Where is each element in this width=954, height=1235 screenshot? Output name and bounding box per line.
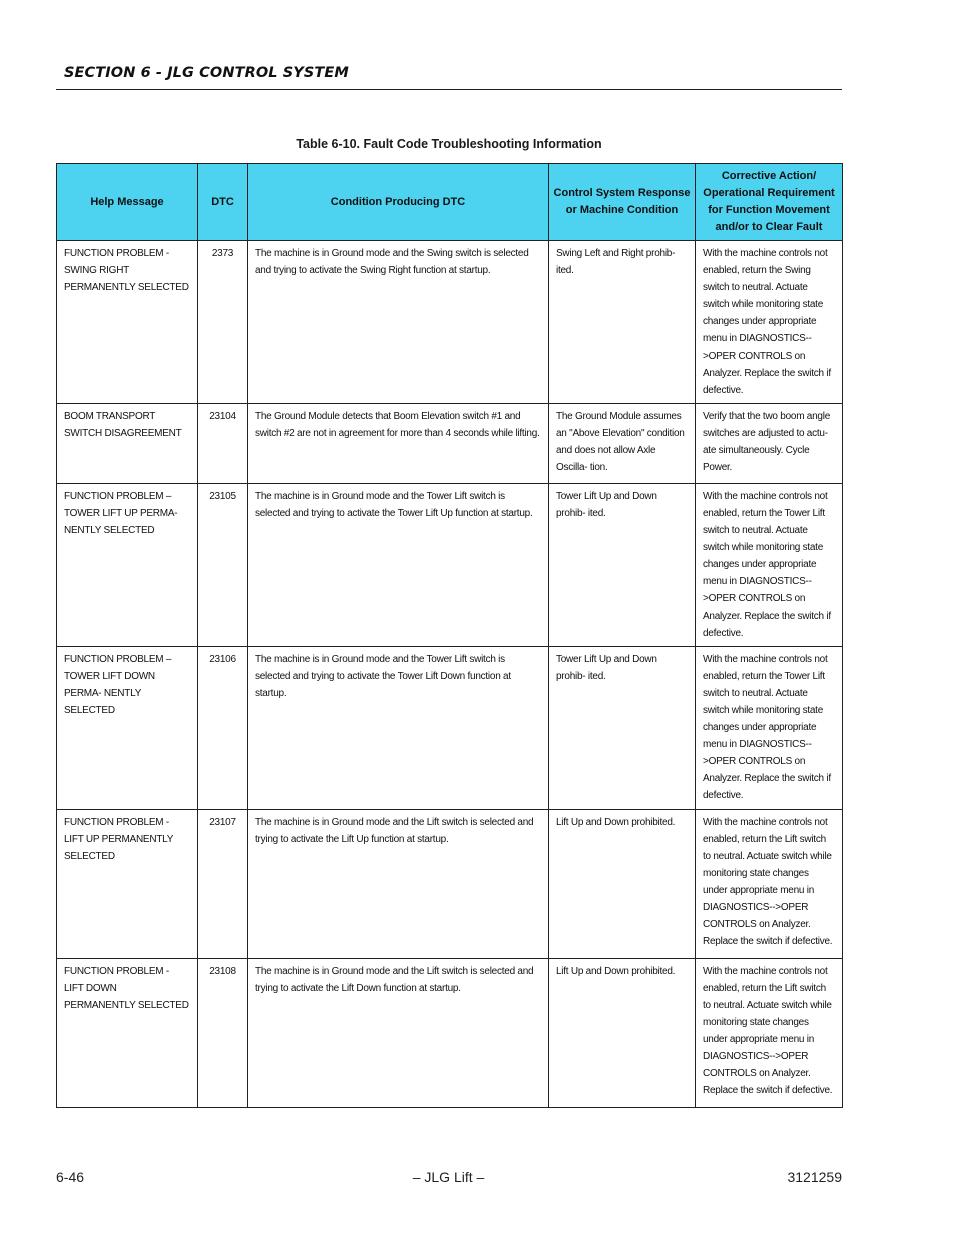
response-cell: Tower Lift Up and Down prohib- ited. [549, 646, 696, 809]
table-row [57, 483, 843, 646]
action-cell: With the machine controls not enabled, return the Lift switch to neutral. Actuate switch while monitoring state changes under appropriate menu in DIAGNOSTICS-->OPER CONTROLS on Analyzer. Replace the switch if defective. [696, 809, 843, 958]
dtc-cell: 23104 [198, 403, 248, 483]
table-header-row [57, 164, 843, 241]
condition-cell: The machine is in Ground mode and the Tower Lift switch is selected and trying to activate the Tower Lift Down function at startup. [248, 646, 549, 809]
response-cell: Lift Up and Down prohibited. [549, 958, 696, 1107]
action-cell: Verify that the two boom angle switches are adjusted to actu- ate simultaneously. Cycle Power. [696, 403, 843, 483]
action-cell: With the machine controls not enabled, return the Tower Lift switch to neutral. Actuate switch while monitoring state changes under appropriate menu in DIAGNOSTICS-->OPER CONTROLS on Analyzer. Replace the switch if defective. [696, 646, 843, 809]
condition-cell: The machine is in Ground mode and the Swing switch is selected and trying to activate the Swing Right function at startup. [248, 241, 549, 404]
condition-cell: The machine is in Ground mode and the Tower Lift switch is selected and trying to activate the Tower Lift Up function at startup. [248, 483, 549, 646]
response-cell: The Ground Module assumes an "Above Elevation" condition and does not allow Axle Oscilla- tion. [549, 403, 696, 483]
action-cell: With the machine controls not enabled, return the Lift switch to neutral. Actuate switch while monitoring state changes under appropriate menu in DIAGNOSTICS-->OPER CONTROLS on Analyzer. Replace the switch if defective. [696, 958, 843, 1107]
response-cell: Lift Up and Down prohibited. [549, 809, 696, 958]
document-number: 3121259 [787, 1169, 842, 1185]
condition-cell: The machine is in Ground mode and the Lift switch is selected and trying to activate the Lift Up function at startup. [248, 809, 549, 958]
response-cell: Swing Left and Right prohib- ited. [549, 241, 696, 404]
table-row [57, 646, 843, 809]
action-cell: With the machine controls not enabled, return the Swing switch to neutral. Actuate switch while monitoring state changes under appropriate menu in DIAGNOSTICS-->OPER CONTROLS on Analyzer. Replace the switch if defective. [696, 241, 843, 404]
column-header-help-message: Help Message [57, 164, 198, 241]
column-header-dtc: DTC [198, 164, 248, 241]
dtc-cell: 23108 [198, 958, 248, 1107]
header-rule [56, 89, 842, 90]
help-message-cell: FUNCTION PROBLEM - SWING RIGHT PERMANENTLY SELECTED [57, 241, 198, 404]
column-header-corrective-action: Corrective Action/ Operational Requirement for Function Movement and/or to Clear Fault [696, 164, 843, 241]
help-message-cell: FUNCTION PROBLEM - LIFT UP PERMANENTLY SELECTED [57, 809, 198, 958]
column-header-response: Control System Response or Machine Condition [549, 164, 696, 241]
table-row [57, 809, 843, 958]
response-cell: Tower Lift Up and Down prohib- ited. [549, 483, 696, 646]
page-number: 6-46 [56, 1169, 85, 1185]
column-header-condition: Condition Producing DTC [248, 164, 549, 241]
table-row [57, 241, 843, 404]
action-cell: With the machine controls not enabled, return the Tower Lift switch to neutral. Actuate switch while monitoring state changes under appropriate menu in DIAGNOSTICS-->OPER CONTROLS on Analyzer. Replace the switch if defective. [696, 483, 843, 646]
condition-cell: The machine is in Ground mode and the Lift switch is selected and trying to activate the Lift Down function at startup. [248, 958, 549, 1107]
dtc-cell: 23107 [198, 809, 248, 958]
dtc-cell: 23106 [198, 646, 248, 809]
help-message-cell: FUNCTION PROBLEM – TOWER LIFT DOWN PERMA- NENTLY SELECTED [57, 646, 198, 809]
fault-code-table [56, 163, 843, 1108]
condition-cell: The Ground Module detects that Boom Elevation switch #1 and switch #2 are not in agreement for more than 4 seconds while lifting. [248, 403, 549, 483]
table-row [57, 403, 843, 483]
table-row [57, 958, 843, 1107]
help-message-cell: FUNCTION PROBLEM – TOWER LIFT UP PERMA- NENTLY SELECTED [57, 483, 198, 646]
table-caption: Table 6-10. Fault Code Troubleshooting Information [296, 137, 602, 151]
footer-publisher: – JLG Lift – [412, 1169, 485, 1185]
help-message-cell: FUNCTION PROBLEM - LIFT DOWN PERMANENTLY SELECTED [57, 958, 198, 1107]
section-title: SECTION 6 - JLG CONTROL SYSTEM [64, 65, 349, 81]
dtc-cell: 23105 [198, 483, 248, 646]
dtc-cell: 2373 [198, 241, 248, 404]
help-message-cell: BOOM TRANSPORT SWITCH DISAGREEMENT [57, 403, 198, 483]
